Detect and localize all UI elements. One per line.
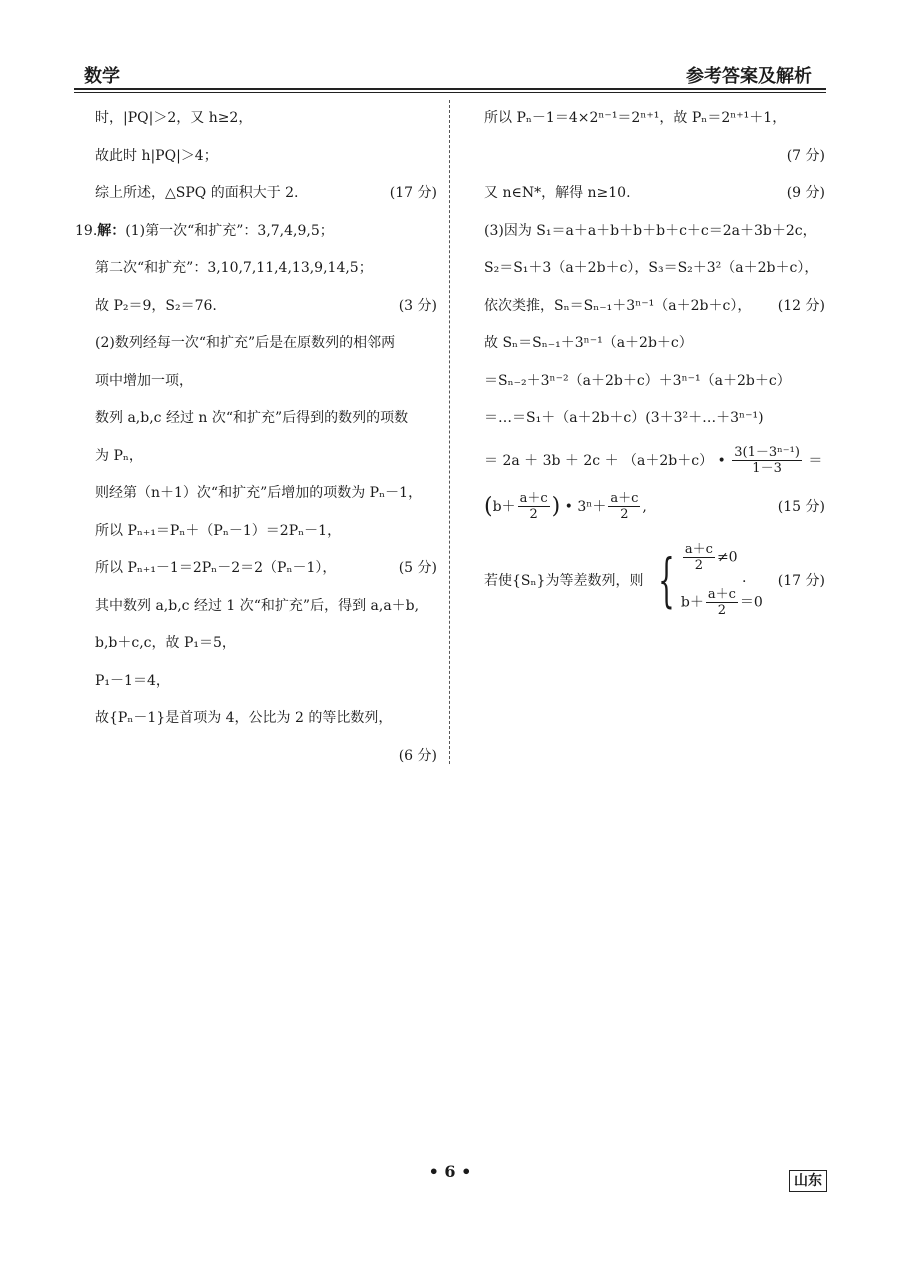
- text-line: 则经第（n＋1）次“和扩充”后增加的项数为 Pₙ－1，: [95, 485, 423, 501]
- text-line: 故 P₂＝9，S₂＝76. (3 分): [95, 288, 437, 326]
- subject-title: 数学: [84, 66, 120, 87]
- text-line: 所以 Pₙ－1＝4×2ⁿ⁻¹＝2ⁿ⁺¹，故 Pₙ＝2ⁿ⁺¹＋1，: [484, 110, 787, 126]
- text-line: 故{Pₙ－1}是首项为 4，公比为 2 的等比数列，: [95, 710, 393, 726]
- question-number: 19.: [75, 222, 98, 239]
- column-divider: [449, 100, 450, 764]
- text-line: 故此时 h|PQ|＞4；: [95, 147, 218, 164]
- text-line: [95, 738, 437, 776]
- text-line: ＝…＝S₁＋（a＋2b＋c）(3＋3²＋…＋3ⁿ⁻¹): [484, 410, 764, 426]
- text-line: 19.解：(1)第一次“和扩充”：3,7,4,9,5；: [75, 222, 334, 239]
- left-column: [75, 100, 437, 775]
- text-line: 第二次“和扩充”：3,10,7,11,4,13,9,14,5；: [95, 260, 373, 276]
- text-line: 其中数列 a,b,c 经过 1 次“和扩充”后，得到 a,a＋b,: [95, 597, 420, 614]
- right-column: [484, 100, 825, 630]
- text-line: 为 Pₙ，: [95, 447, 143, 464]
- score: (15 分): [777, 498, 825, 515]
- text-line: 又 n∈N*，解得 n≥10. (9 分): [484, 175, 825, 213]
- region-badge: 山东: [789, 1170, 827, 1192]
- text-line: 数列 a,b,c 经过 n 次“和扩充”后得到的数列的项数: [95, 410, 409, 426]
- score: (7 分): [786, 147, 825, 164]
- text-line: 所以 Pₙ₊₁－1＝2Pₙ－2＝2（Pₙ－1）， (5 分): [95, 550, 437, 588]
- text-line: 项中增加一项，: [95, 372, 193, 389]
- fraction: $\frac{a+c}{2}$: [519, 491, 548, 522]
- condition-system: 若使{Sₙ}为等差数列，则 { $\frac{a+c}{2}$ ≠0 b＋ $\frac{a+c}{2}$ ＝0 . (17 分): [484, 541, 825, 618]
- formula-line: (b＋ $\frac{a+c}{2}$ ) • 3ⁿ＋ $\frac{a+c}{2}$ , (15 分): [484, 484, 825, 530]
- text-line: 综上所述，△SPQ 的面积大于 2. (17 分): [95, 175, 437, 213]
- formula-line: ＝ 2a ＋ 3b ＋ 2c ＋ （a＋2b＋c） • $\frac{\text{3(1－3ⁿ⁻¹)}}{1-3}$ ＝: [484, 445, 823, 476]
- fraction: $\frac{a+c}{2}$: [610, 491, 639, 522]
- text-line: b,b＋c,c，故 P₁＝5，: [95, 635, 236, 651]
- score: (17 分): [777, 572, 825, 589]
- text-line: [484, 138, 825, 176]
- text-line: (3)因为 S₁＝a＋a＋b＋b＋b＋c＋c＝2a＋3b＋2c，: [484, 222, 817, 239]
- fraction: $\frac{a+c}{2}$: [707, 586, 736, 618]
- solution-label: 解：: [97, 222, 126, 239]
- score: (5 分): [398, 560, 437, 576]
- text-line: 所以 Pₙ₊₁＝Pₙ＋（Pₙ－1）＝2Pₙ－1，: [95, 522, 342, 539]
- text-line: 故 Sₙ＝Sₙ₋₁＋3ⁿ⁻¹（a＋2b＋c）: [484, 335, 693, 351]
- page-number: • 6 •: [428, 1162, 472, 1181]
- text-line: ＝Sₙ₋₂＋3ⁿ⁻²（a＋2b＋c）＋3ⁿ⁻¹（a＋2b＋c）: [484, 372, 791, 389]
- text-line: 依次类推，Sₙ＝Sₙ₋₁＋3ⁿ⁻¹（a＋2b＋c）， (12 分): [484, 288, 825, 326]
- header-rule: [74, 88, 826, 90]
- fraction: $\frac{a+c}{2}$: [684, 541, 713, 573]
- score: (3 分): [398, 297, 437, 314]
- header-rule-thin: [74, 92, 826, 93]
- score: (6 分): [398, 747, 437, 764]
- brace-system: { $\frac{a+c}{2}$ ≠0 b＋ $\frac{a+c}{2}$ ＝0: [658, 541, 763, 618]
- left-brace: {: [658, 545, 675, 614]
- text-line: P₁－1＝4，: [95, 672, 170, 689]
- score: (9 分): [786, 185, 825, 201]
- fraction: $\frac{\text{3(1－3ⁿ⁻¹)}}{1-3}$: [734, 445, 800, 476]
- section-title: 参考答案及解析: [686, 66, 812, 87]
- text-line: S₂＝S₁＋3（a＋2b＋c），S₃＝S₂＋3²（a＋2b＋c），: [484, 260, 819, 276]
- text-line: 时，|PQ|＞2，又 h≥2，: [95, 110, 253, 126]
- paren-close: ): [551, 493, 561, 519]
- paren-open: (: [484, 493, 493, 519]
- score: (17 分): [389, 185, 437, 201]
- score: (12 分): [777, 297, 825, 314]
- text-line: (2)数列经每一次“和扩充”后是在原数列的相邻两: [95, 335, 396, 351]
